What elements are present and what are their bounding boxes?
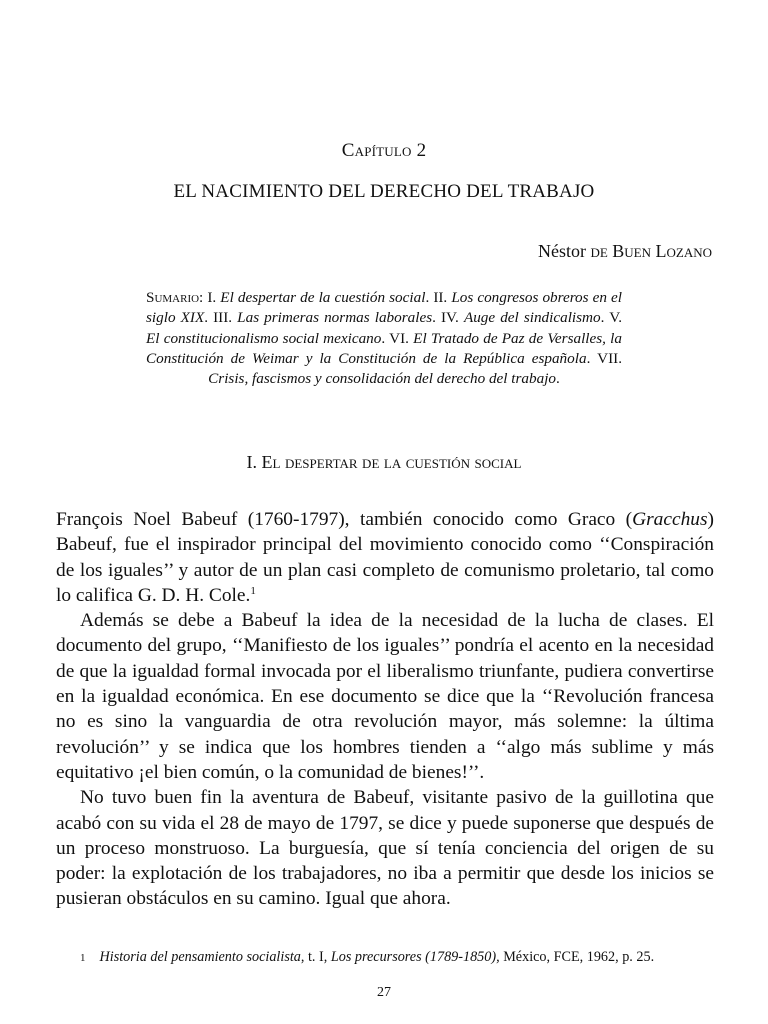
paragraph-text: ) Babeuf, fue el inspirador principal del movimiento conocido como ‘‘Conspiración de los iguales’’ y autor de un plan casi completo de comunismo proletario, tal como lo califica G. D. H. Cole. bbox=[56, 509, 714, 606]
footnote bbox=[80, 948, 716, 967]
summary-item-text: El despertar de la cuestión social bbox=[220, 289, 426, 306]
author-name bbox=[538, 241, 712, 262]
section-heading bbox=[0, 452, 768, 473]
footnote-sep: , t. I, bbox=[300, 949, 331, 965]
chapter-summary: Sumario: I. El despertar de la cuestión social. II. Los congresos obreros en el siglo XIX. III. Las primeras normas laborales. IV. Auge del sindicalismo. V. El constitucionalismo social mexicano. VI. El Tratado de Paz de Versalles, la Constitución de Weimar y la Constitución de la República española. VII. Crisis, fascismos y consolidación del derecho del trabajo. bbox=[146, 289, 623, 388]
chapter-label: Capítulo 2 bbox=[341, 140, 427, 161]
paragraph-italic: Gracchus bbox=[632, 509, 708, 530]
summary-item-text: Crisis, fascismos y consolidación del derecho del trabajo bbox=[208, 370, 557, 388]
body-text bbox=[56, 507, 714, 912]
summary-item-text: Auge del sindicalismo bbox=[463, 309, 601, 327]
paragraph-2: Además se debe a Babeuf la idea de la necesidad de la lucha de clases. El documento del grupo, ‘‘Manifiesto de los iguales’’ pondría el acento en la necesidad de que la igualdad formal invocada por el liberalismo triunfante, pudiera convertirse en la igualdad económica. En ese documento se dice que la ‘‘Revolución francesa no es sino la vanguardia de otra revolución mayor, más solemne: la última revolución’’ y se indica que los hombres tienden a ‘‘algo más sublime y más equitativo ¡el bien común, o la comunidad de bienes!’’. bbox=[56, 610, 714, 783]
paragraph-text: François Noel Babeuf (1760-1797), también conocido como Graco ( bbox=[56, 509, 633, 530]
footnote-reference[interactable]: 1 bbox=[250, 584, 256, 597]
summary-item-num: VI. bbox=[389, 329, 409, 347]
footnote-number: 1 bbox=[80, 952, 86, 964]
section-title: El despertar de la cuestión social bbox=[261, 452, 522, 472]
author-first-name: Néstor bbox=[537, 241, 586, 261]
footnote-title: Historia del pensamiento socialista bbox=[99, 949, 301, 965]
paragraph-1 bbox=[56, 507, 714, 608]
footnote-rest: México, FCE, 1962, p. 25. bbox=[499, 949, 655, 965]
paragraph-3: No tuvo buen fin la aventura de Babeuf, visitante pasivo de la guillotina que acabó con su vida el 28 de mayo de 1797, se dice y puede suponerse que después de un proceso monstruoso. La burguesía, que sí tenía conciencia del origen de su poder: la explotación de los trabajadores, no iba a permitir que desde los inicios se pusieran obstáculos en su camino. Igual que ahora. bbox=[56, 787, 714, 910]
summary-item-num: III. bbox=[213, 309, 233, 327]
summary-item-num: V. bbox=[609, 309, 623, 327]
summary-item-num: VII. bbox=[597, 349, 622, 367]
author-last-name: de Buen Lozano bbox=[590, 241, 712, 261]
section-number: I. bbox=[246, 452, 258, 472]
summary-item-text: El constitucionalismo social mexicano bbox=[146, 329, 382, 347]
summary-item-num: II. bbox=[433, 289, 448, 306]
summary-item-num: I. bbox=[207, 289, 217, 306]
summary-item-text: Las primeras normas laborales bbox=[237, 309, 433, 327]
summary-lead: Sumario: bbox=[146, 289, 204, 306]
summary-item-text: Los congresos obreros en el siglo XIX bbox=[146, 289, 623, 327]
page-number: 27 bbox=[377, 985, 391, 1000]
footnote-subtitle: Los precursores (1789-1850), bbox=[330, 949, 500, 965]
summary-item-num: IV. bbox=[440, 309, 459, 327]
chapter-title: EL NACIMIENTO DEL DERECHO DEL TRABAJO bbox=[173, 181, 595, 202]
summary-item-text: El Tratado de Paz de Versalles, la Constitución de Weimar y la Constitución de la República española bbox=[146, 329, 622, 367]
